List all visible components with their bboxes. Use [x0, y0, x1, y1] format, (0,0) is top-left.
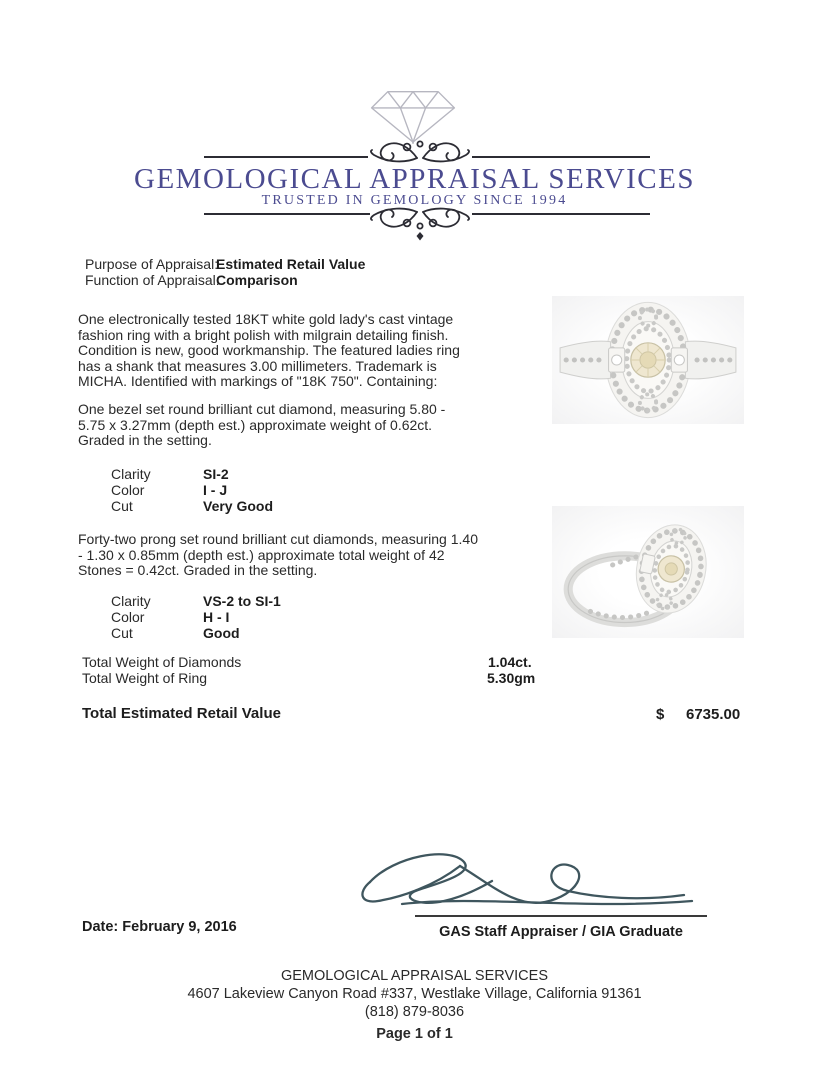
stone2-cut-label: Cut: [111, 625, 133, 641]
stone1-clarity-value: SI-2: [203, 466, 229, 482]
stone1-color-label: Color: [111, 482, 145, 498]
ring-photo-side-view: [552, 506, 744, 638]
header-rule-left: [204, 156, 368, 158]
total-weight-ring-value: 5.30gm: [487, 670, 536, 686]
stone2-color-value: H - I: [203, 609, 230, 625]
footer-company-name: GEMOLOGICAL APPRAISAL SERVICES: [280, 968, 548, 984]
header-rule2-right: [472, 213, 650, 215]
appraisal-date: Date: February 9, 2016: [82, 919, 237, 935]
total-weight-ring-label: Total Weight of Ring: [82, 670, 208, 686]
header-rule-right: [472, 156, 650, 158]
stone2-clarity-label: Clarity: [111, 593, 151, 609]
diamond-logo-icon: [368, 88, 458, 144]
retail-value-amount: 6735.00: [686, 706, 741, 723]
stone1-clarity-label: Clarity: [111, 466, 151, 482]
flourish-top-icon: [366, 138, 474, 164]
appraiser-title: GAS Staff Appraiser / GIA Graduate: [439, 924, 683, 940]
stone1-cut-label: Cut: [111, 498, 133, 514]
footer-phone: (818) 879-8036: [364, 1004, 465, 1020]
ring-top-view-illustration: [552, 296, 744, 424]
total-weight-diamonds-label: Total Weight of Diamonds: [82, 654, 242, 670]
page-number: Page 1 of 1: [376, 1026, 453, 1042]
function-label: Function of Appraisal:: [85, 272, 220, 288]
retail-value-label: Total Estimated Retail Value: [82, 705, 281, 722]
stone2-description: Forty-two prong set round brilliant cut diamonds, measuring 1.40 - 1.30 x 0.85mm (depth est.) approximate total weight of 42 Stones = 0.42ct. Graded in the setting.: [78, 531, 478, 578]
appraiser-signature: [340, 850, 702, 922]
flourish-bottom-icon: [366, 206, 474, 242]
stone1-color-value: I - J: [203, 482, 228, 498]
stone1-cut-value: Very Good: [203, 498, 274, 514]
company-tagline: TRUSTED IN GEMOLOGY SINCE 1994: [261, 193, 568, 208]
purpose-label: Purpose of Appraisal:: [85, 256, 219, 272]
retail-currency-symbol: $: [656, 706, 665, 723]
company-title: GEMOLOGICAL APPRAISAL SERVICES: [134, 163, 695, 195]
stone2-clarity-value: VS-2 to SI-1: [203, 593, 281, 609]
footer-address: 4607 Lakeview Canyon Road #337, Westlake Village, California 91361: [187, 986, 642, 1002]
header-rule2-left: [204, 213, 370, 215]
ring-side-view-illustration: [552, 506, 744, 638]
function-value: Comparison: [216, 272, 298, 288]
stone2-cut-value: Good: [203, 625, 240, 641]
total-weight-diamonds-value: 1.04ct.: [488, 654, 532, 670]
item-description: One electronically tested 18KT white gold lady's cast vintage fashion ring with a bright polish with milgrain detailing finish. Condition is new, good workmanship. The featured ladies ring has a shank that measures 3.00 millimeters. Trademark is MICHA. Identified with markings of "18K 750". Containing:: [78, 311, 460, 389]
stone1-description: One bezel set round brilliant cut diamond, measuring 5.80 - 5.75 x 3.27mm (depth est.) approximate weight of 0.62ct. Graded in the setting.: [78, 401, 446, 448]
signature-line: [415, 915, 707, 917]
stone2-color-label: Color: [111, 609, 145, 625]
ring-photo-top-view: [552, 296, 744, 424]
purpose-value: Estimated Retail Value: [216, 256, 366, 272]
